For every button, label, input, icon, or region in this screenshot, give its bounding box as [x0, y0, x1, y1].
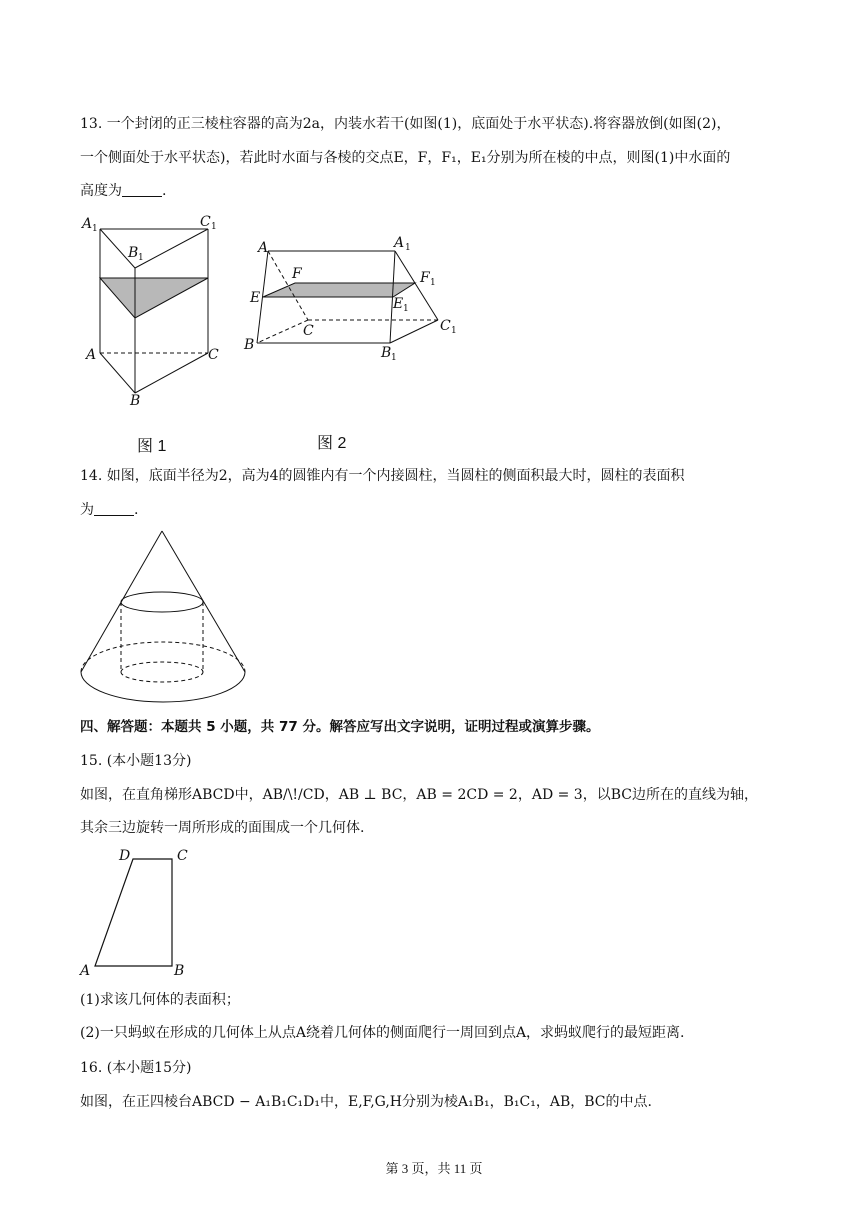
section-4-heading: 四、解答题：本题共 5 小题，共 77 分。解答应写出文字说明，证明过程或演算步骤。 — [80, 719, 600, 735]
label-A1-sub: 1 — [92, 224, 98, 234]
label-A4: A — [80, 963, 91, 979]
label-C4: C — [177, 848, 188, 864]
q15-line1: 如图，在直角梯形ABCD中，AB/\!/CD，AB ⊥ BC，AB = 2CD = 2，AD = 3，以BC边所在的直线为轴， — [80, 787, 758, 803]
label-A1-2-sub: 1 — [405, 243, 411, 253]
figure-1-caption: 图 1 — [137, 438, 167, 455]
q13-line3-text: 高度为 — [80, 183, 122, 199]
q15-line2: 其余三边旋转一周所形成的面围成一个几何体. — [80, 820, 365, 836]
label-A1-2: A — [394, 235, 405, 251]
label-A1: A — [82, 216, 93, 232]
q14-line1: 14. 如图，底面半径为2，高为4的圆锥内有一个内接圆柱，当圆柱的侧面积最大时，圆柱的表面积 — [80, 468, 685, 484]
label-C1-sub: 1 — [211, 222, 217, 232]
label-F1: F — [420, 270, 430, 286]
q16-line1: 如图，在正四棱台ABCD − A₁B₁C₁D₁中，E,F,G,H分别为棱A₁B₁，B₁C₁，AB，BC的中点. — [80, 1094, 652, 1110]
label-E1: E — [393, 296, 404, 312]
q15-header: 15. (本小题13分) — [80, 753, 192, 769]
label-C1-2-sub: 1 — [451, 326, 457, 336]
label-C1-2: C — [440, 318, 451, 334]
q13-line1: 13. 一个封闭的正三棱柱容器的高为2a，内装水若干(如图(1)，底面处于水平状态).将容器放倒(如图(2)， — [80, 116, 731, 132]
label-D: D — [119, 848, 131, 864]
label-F1-sub: 1 — [430, 278, 436, 288]
label-B2: B — [244, 337, 255, 353]
label-B1: B — [128, 245, 139, 261]
figure-2-caption: 图 2 — [317, 435, 347, 452]
label-B1-2: B — [381, 345, 392, 361]
label-E1-sub: 1 — [403, 304, 409, 314]
q14-line2-text: 为 — [80, 502, 94, 518]
label-F: F — [292, 266, 302, 282]
label-B1-2-sub: 1 — [391, 353, 397, 363]
q14-line2-end: . — [134, 502, 139, 518]
q15-part2: (2)一只蚂蚁在形成的几何体上从点A绕着几何体的侧面爬行一周回到点A，求蚂蚁爬行的最短距离. — [80, 1025, 685, 1041]
label-C2: C — [303, 323, 314, 339]
q13-line2: 一个侧面处于水平状态)，若此时水面与各棱的交点E，F，F₁，E₁分别为所在棱的中点，则图(1)中水面的 — [80, 150, 731, 166]
label-B1-sub: 1 — [138, 253, 144, 263]
label-E: E — [250, 290, 261, 306]
page-footer: 第 3 页，共 11 页 — [385, 1161, 483, 1176]
label-A: A — [86, 347, 97, 363]
q15-part1: (1)求该几何体的表面积； — [80, 992, 240, 1008]
q16-header: 16. (本小题15分) — [80, 1060, 192, 1076]
label-B: B — [130, 393, 141, 409]
label-B4: B — [174, 963, 185, 979]
label-C: C — [208, 347, 219, 363]
label-C1: C — [200, 214, 211, 230]
label-A2: A — [258, 240, 269, 256]
q13-line3-end: . — [162, 183, 167, 199]
